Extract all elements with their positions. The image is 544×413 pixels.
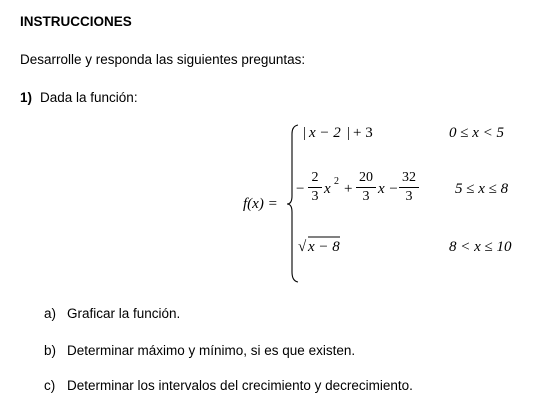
abs-close: | bbox=[347, 125, 351, 141]
task-c-label: c) bbox=[44, 378, 56, 393]
abs-open: | bbox=[303, 125, 307, 141]
exponent: 2 bbox=[334, 176, 339, 187]
plus-sign: + bbox=[344, 181, 353, 197]
abs-inner: x − 2 bbox=[309, 125, 341, 141]
term-x-minus: x − bbox=[378, 181, 399, 197]
task-a-text: Graficar la función. bbox=[67, 306, 181, 321]
task-b-text: Determinar máximo y mínimo, si es que existen. bbox=[67, 343, 356, 358]
task-b-label: b) bbox=[44, 343, 57, 358]
radical-sign: √ bbox=[298, 239, 307, 255]
intro-text: Desarrolle y responda las siguientes preguntas: bbox=[20, 52, 306, 67]
term-x-squared: x bbox=[324, 181, 331, 197]
condition-2: 5 ≤ x ≤ 8 bbox=[455, 181, 509, 197]
instructions-heading: INSTRUCCIONES bbox=[20, 14, 132, 29]
condition-3: 8 < x ≤ 10 bbox=[449, 239, 512, 255]
task-c-text: Determinar los intervalos del crecimiento y decrecimiento. bbox=[67, 378, 413, 393]
fraction-1: $\frac{2}{3}$ bbox=[308, 170, 322, 205]
condition-1: 0 ≤ x < 5 bbox=[449, 125, 505, 141]
question-number: 1) bbox=[20, 90, 33, 105]
fraction-3: $\frac{32}{3}$ bbox=[399, 170, 419, 205]
abs-tail: + 3 bbox=[353, 125, 373, 141]
lead-sign: − bbox=[296, 181, 305, 197]
task-a-label: a) bbox=[44, 306, 57, 321]
function-name: f(x) = bbox=[243, 196, 278, 212]
question-text: Dada la función: bbox=[40, 90, 138, 105]
radicand: x − 8 bbox=[308, 239, 340, 255]
fraction-2: $\frac{20}{3}$ bbox=[356, 170, 376, 205]
